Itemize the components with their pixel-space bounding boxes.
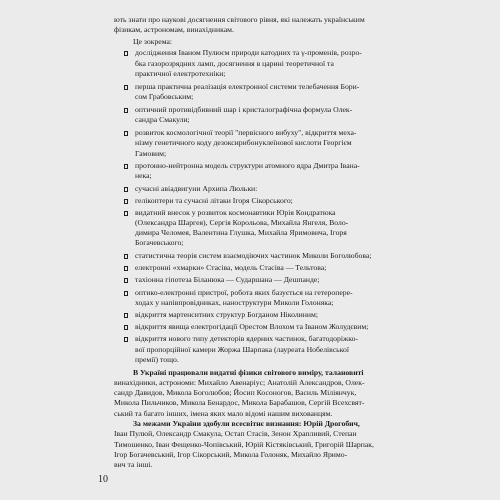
text-line: Тимошенко, Іван Фещенко-Чопівський, Юрій Кістяківський, Григорій Шарпак, — [114, 439, 374, 449]
bullet-marker — [124, 310, 129, 320]
text-line: ють знати про наукові досягнення світового рівня, які належать українським — [114, 15, 365, 24]
text-line: Богачевського; — [135, 238, 184, 248]
text-line: відкриття явища електрогідації Орестом Влохом та Іваном Жолудєвим; — [135, 322, 369, 332]
text-line: протонно-нейтронна модель структури атомного ядра Дмитра Івана- — [135, 160, 360, 170]
text-line: фізикам, астрономам, винахідникам. — [114, 25, 234, 35]
bullet-marker — [124, 48, 129, 58]
text-line: Ігор Богачевський, Ігор Сікорський, Микола Голоняк, Михайло Яримо- — [114, 449, 348, 459]
bullet-marker — [124, 184, 129, 194]
text-line: дослідження Іваном Пулюєм природи катодних та γ-променів, розро- — [135, 48, 362, 58]
bullet-marker — [124, 208, 129, 218]
text-line: видатний внесок у розвиток космонавтики Юрія Кондратюка — [135, 207, 336, 217]
text-line: тахіонна гіпотеза Біланюка — Сударшана — Дешпанде; — [135, 275, 320, 285]
text-line: відкриття мартенситних структур Богданом Ніколиним; — [135, 310, 319, 320]
text-line: оптико-електронні пристрої, робота яких базується на гетеропере- — [135, 288, 353, 297]
text-line: бка газорозрядних ламп, досягнення в царині теоретичної та — [135, 58, 334, 68]
text-line: вич та інші. — [114, 460, 153, 469]
bullet-marker — [124, 263, 129, 273]
text-line: відкриття нового типу детекторів ядерних частинок, багатодоріжко- — [135, 334, 359, 344]
text-line: премії) тощо. — [135, 354, 179, 364]
text-line: гелікоптери та сучасні літаки Ігоря Сікорського; — [135, 195, 293, 205]
text-line: вої пропорційної камери Жоржа Шарпака (лауреата Нобелівської — [135, 344, 349, 354]
text-line: Це зокрема: — [133, 37, 173, 47]
bullet-marker — [124, 128, 129, 138]
bullet-marker — [124, 161, 129, 171]
bullet-marker — [124, 196, 129, 206]
bullet-marker — [124, 251, 129, 261]
text-line: електронні «хмарки» Стасіва, модель Стасіва — Тельтова; — [135, 263, 327, 273]
text-line: нека; — [135, 170, 152, 180]
bullet-marker — [124, 334, 129, 344]
page-number: 10 — [98, 474, 108, 485]
text-line: Гамовим; — [135, 148, 167, 158]
text-line: ський та багато інших, імена яких мало відомі нашим вихованцям. — [114, 408, 333, 418]
bullet-marker — [124, 322, 129, 332]
text-line: практичної електротехніки; — [135, 68, 226, 78]
bullet-marker — [124, 105, 129, 115]
paragraph-lead: За межами України здобули всесвітнє визнання: Юрій Дрогобич, — [133, 418, 360, 428]
bullet-marker — [124, 288, 129, 298]
text-line: Микола Пильчиков, Микола Бенардос, Микола Барабашов, Сергій Всехсвят- — [114, 398, 365, 408]
text-line: статистична теорія систем взаємодіючих частинок Миколи Боголюбова; — [135, 251, 372, 261]
text-line: сучасні авіадвигуни Архипа Люльки: — [135, 183, 258, 193]
bullet-marker — [124, 82, 129, 92]
paragraph-lead: В Україні працювали видатні фізики світового виміру, талановиті — [133, 367, 364, 377]
bullet-marker — [124, 275, 129, 285]
text-line: нізму генетичного коду дезоксирибонуклеїнової кислоти Георгієм — [135, 138, 352, 148]
text-line: сандр Давидов, Микола Боголюбов; Йосип Косоногов, Василь Міліянчук, — [114, 388, 357, 398]
text-line: (Олександра Шаргея), Сергія Корольова, Михайла Янгеля, Воло- — [135, 217, 349, 227]
text-line: димира Челомея, Валентина Глушка, Михайла Яримовича, Ігоря — [135, 228, 347, 238]
text-line: перша практична реалізація електронної системи телебачення Бори- — [135, 81, 360, 91]
text-line: Іван Пулюй, Олександр Смакула, Остап Стасів, Зенон Храпливий, Степан — [114, 429, 357, 439]
text-line: сандра Смакули; — [135, 115, 190, 125]
text-line: винахідники, астрономи: Михайло Авенаріус; Анатолій Александров, Олек- — [114, 377, 365, 387]
text-line: ходах у напівпровідниках, наноструктури Миколи Голоняка; — [135, 298, 334, 308]
text-line: оптичний противідбивний шар і кристалографічна формула Олек- — [135, 104, 353, 114]
text-line: розвиток космологічної теорії "первісного вибуху", відкриття меха- — [135, 128, 357, 137]
text-line: сом Грабовським; — [135, 92, 194, 101]
